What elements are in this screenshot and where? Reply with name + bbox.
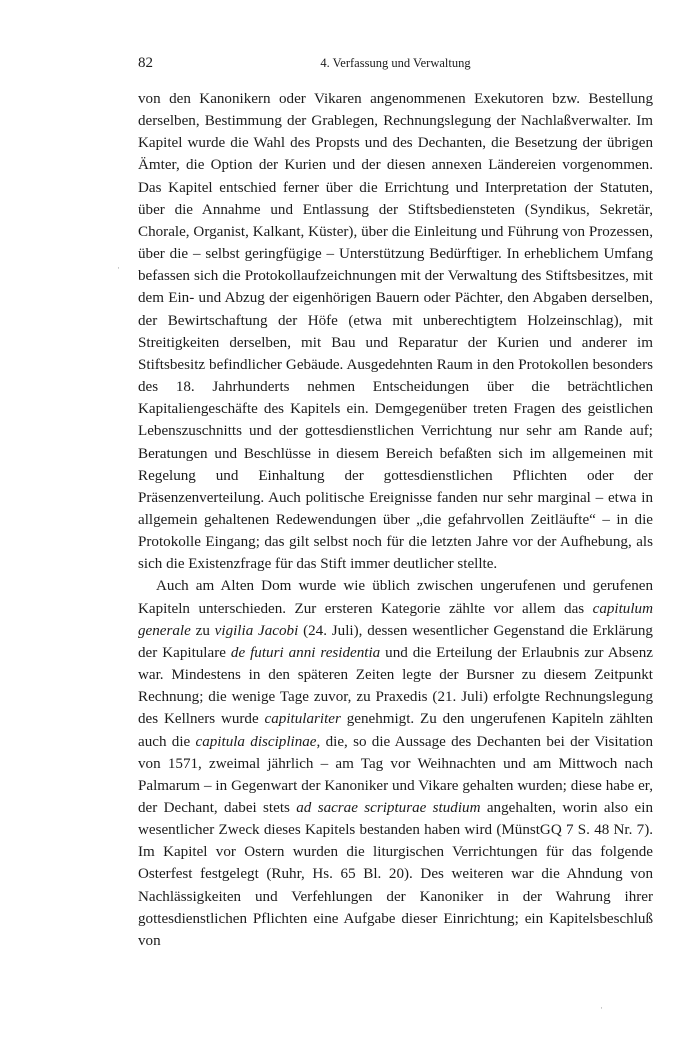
text-run: zu: [190, 622, 215, 639]
body-text: [138, 88, 653, 952]
latin-term: vigilia Jacobi: [214, 622, 299, 639]
page-number: 82: [138, 55, 153, 71]
bottom-mark: ·: [600, 1003, 603, 1013]
paragraph-2: [138, 575, 653, 952]
paragraph-1: [138, 88, 653, 575]
paragraph-1-text: von den Kanonikern oder Vikaren angenommenen Exekutoren bzw. Bestellung derselben, Bestimmung der Grablegen, Rechnungslegung der Nachlaßverwalter. Im Kapitel wurde die Wahl des Propsts und des Dechanten, die Besetzung der übrigen Ämter, die Option der Kurien und der diesen annexen Ländereien vorgenommen. Das Kapitel entschied ferner über die Errichtung und Interpretation der Statuten, über die Annahme und Entlassung der Stiftsbediensteten (Syndikus, Sekretär, Chorale, Organist, Kalkant, Küster), über die Einleitung und Führung von Prozessen, über die – selbst geringfügige – Unterstützung Bedürftiger. In erheblichem Umfang befassen sich die Protokollaufzeichnungen mit der Verwaltung des Stiftsbesitzes, mit dem Ein- und Abzug der eigenhörigen Bauern oder Pächter, den Abgaben derselben, der Bewirtschaftung der Höfe (etwa mit unberechtigtem Holzeinschlag), mit Streitigkeiten derselben, mit Bau und Reparatur der Kurien und anderer im Stiftsbesitz befindlicher Gebäude. Ausgedehnten Raum in den Protokollen besonders des 18. Jahrhunderts nehmen Entscheidungen über die beträchtlichen Kapitaliengeschäfte des Kapitels ein. Demgegenüber treten Fragen des geistlichen Lebenszuschnitts und der gottesdienstlichen Verrichtung nur sehr am Rande auf; Beratungen und Beschlüsse in diesem Bereich befaßten sich im allgemeinen mit Regelung und Einhaltung der gottesdienstlichen Pflichten oder der Präsenzenverteilung. Auch politische Ereignisse fanden nur sehr marginal – etwa in allgemein gehaltenen Redewendungen über „die gefahrvollen Zeitläufte“ – in die Protokolle Eingang; das gilt selbst noch für die letzten Jahre vor der Aufhebung, als sich die Existenzfrage für das Stift immer deutlicher stellte.: [138, 91, 653, 573]
text-run: (24. Juli), dessen wesentlicher Gegenstand die Erklärung der Kapitulare: [138, 622, 653, 661]
latin-term: de futuri anni residentia: [230, 644, 381, 661]
text-run: angehalten, worin also ein wesentlicher Zweck dieses Kapitels bestanden haben wird (MünstGQ 7 S. 48 Nr. 7). Im Kapitel vor Ostern wurden die liturgischen Verrichtungen für das folgende Osterfest festgelegt (Ruhr, Hs. 65 Bl. 20). Des weiteren war die Ahndung von Nachlässigkeiten und Verfehlungen der Kanoniker in der Wahrung ihrer gottesdienstlichen Pflichten eine Aufgabe dieser Einrichtung; ein Kapitelsbeschluß von: [138, 800, 653, 949]
text-run: und die Erteilung der Erlaubnis zur Absenz war. Mindestens in den späteren Zeiten legte der Bursner zu diesem Zeitpunkt Rechnung; die wenige Tage zuvor, zu Praxedis (21. Juli) erfolgte Rechnungslegung des Kellners wurde: [138, 644, 653, 728]
latin-term: capitulum generale: [138, 600, 653, 639]
margin-mark: ·: [117, 263, 120, 273]
text-run: Auch am Alten Dom wurde wie üblich zwischen ungerufenen und gerufenen Kapiteln unterschieden. Zur ersteren Kategorie zählte vor allem das: [138, 578, 653, 617]
page-header: [138, 55, 653, 77]
latin-term: capitulariter: [264, 711, 341, 728]
running-head: 4. Verfassung und Verwaltung: [320, 56, 471, 70]
latin-term: capitula disciplinae: [195, 733, 317, 750]
text-run: , die, so die Aussage des Dechanten bei der Visitation von 1571, zweimal jährlich – am Tag vor Weihnachten und am Mittwoch nach Palmarum – in Gegenwart der Kanoniker und Vikare gehalten wurden; diese habe er, der Dechant, dabei stets: [138, 733, 653, 816]
text-run: genehmigt. Zu den ungerufenen Kapiteln zählten auch die: [138, 711, 654, 750]
latin-term: ad sacrae scripturae studium: [296, 800, 481, 816]
